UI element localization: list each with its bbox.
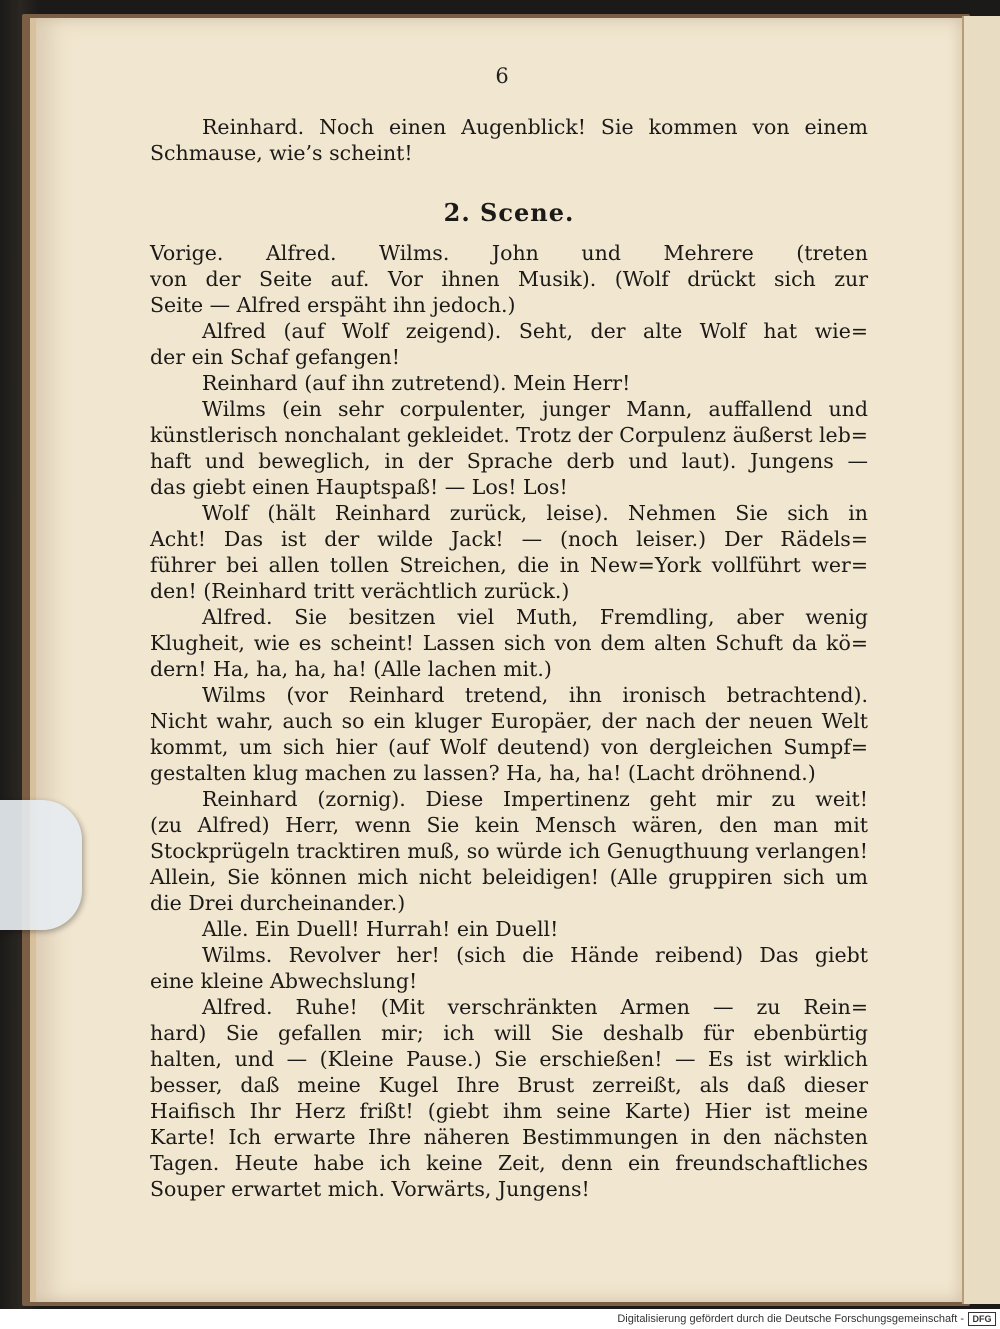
text-line: Seite — Alfred erspäht ihn jedoch.): [150, 293, 516, 317]
text-line: Alle. Ein Duell! Hurrah! ein Duell!: [202, 917, 559, 941]
text-line: führer bei allen tollen Streichen, die in New=York vollführt wer=: [150, 553, 868, 577]
dfg-logo: DFG: [968, 1312, 996, 1326]
text-line: Tagen. Heute habe ich keine Zeit, denn ein freundschaftliches: [150, 1151, 868, 1175]
text-line: halten, und — (Kleine Pause.) Sie erschießen! — Es ist wirklich: [150, 1047, 868, 1071]
text-line: Acht! Das ist der wilde Jack! — (noch leiser.) Der Rädels=: [150, 527, 868, 551]
text-line: Klugheit, wie es scheint! Lassen sich von dem alten Schuft da kö=: [150, 631, 868, 655]
page-text: [150, 114, 868, 1202]
text-before-heading: [150, 114, 868, 166]
text-line: Alfred. Sie besitzen viel Muth, Fremdling, aber wenig: [202, 605, 868, 629]
footer-text: Digitalisierung gefördert durch die Deutsche Forschungsgemeinschaft -: [617, 1313, 964, 1325]
text-line: Wolf (hält Reinhard zurück, leise). Nehmen Sie sich in: [202, 501, 868, 525]
text-line: Schmause, wie’s scheint!: [150, 141, 413, 165]
text-line: Stockprügeln tracktiren muß, so würde ich Genugthuung verlangen!: [150, 839, 868, 863]
text-line: gestalten klug machen zu lassen? Ha, ha, ha! (Lacht dröhnend.): [150, 761, 816, 785]
text-line: von der Seite auf. Vor ihnen Musik). (Wolf drückt sich zur: [150, 267, 868, 291]
text-after-heading: [150, 240, 868, 1202]
text-line: Reinhard (auf ihn zutretend). Mein Herr!: [202, 371, 631, 395]
text-line: Alfred (auf Wolf zeigend). Seht, der alte Wolf hat wie=: [202, 319, 868, 343]
text-line: Souper erwartet mich. Vorwärts, Jungens!: [150, 1177, 590, 1201]
text-line: eine kleine Abwechslung!: [150, 969, 418, 993]
digitization-footer: [0, 1309, 1000, 1329]
text-line: besser, daß meine Kugel Ihre Brust zerreißt, als daß dieser: [150, 1073, 868, 1097]
scene-heading: 2. Scene.: [443, 198, 575, 227]
text-line: hard) Sie gefallen mir; ich will Sie deshalb für ebenbürtig: [150, 1021, 868, 1045]
adjacent-page-edge: [962, 16, 1000, 1304]
text-line: Wilms. Revolver her! (sich die Hände reibend) Das giebt: [202, 943, 868, 967]
book-page: [30, 18, 962, 1302]
text-line: Reinhard. Noch einen Augenblick! Sie kommen von einem: [202, 115, 868, 139]
text-line: dern! Ha, ha, ha, ha! (Alle lachen mit.): [150, 657, 552, 681]
text-line: Alfred. Ruhe! (Mit verschränkten Armen — zu Rein=: [202, 995, 868, 1019]
text-line: Nicht wahr, auch so ein kluger Europäer, der nach der neuen Welt: [150, 709, 868, 733]
text-line: künstlerisch nonchalant gekleidet. Trotz der Corpulenz äußerst leb=: [150, 423, 868, 447]
page-number: 6: [495, 64, 509, 88]
text-line: Vorige. Alfred. Wilms. John und Mehrere (treten: [150, 241, 868, 265]
text-line: der ein Schaf gefangen!: [150, 345, 400, 369]
text-line: Wilms (vor Reinhard tretend, ihn ironisch betrachtend).: [202, 683, 868, 707]
text-line: kommt, um sich hier (auf Wolf deutend) von dergleichen Sumpf=: [150, 735, 868, 759]
text-line: Wilms (ein sehr corpulenter, junger Mann, auffallend und: [202, 397, 868, 421]
text-line: Karte! Ich erwarte Ihre näheren Bestimmungen in den nächsten: [150, 1125, 868, 1149]
text-line: den! (Reinhard tritt verächtlich zurück.): [150, 579, 570, 603]
text-line: Haifisch Ihr Herz frißt! (giebt ihm seine Karte) Hier ist meine: [150, 1099, 868, 1123]
text-line: das giebt einen Hauptspaß! — Los! Los!: [150, 475, 568, 499]
text-line: Reinhard (zornig). Diese Impertinenz geht mir zu weit!: [202, 787, 868, 811]
text-line: Allein, Sie können mich nicht beleidigen! (Alle gruppiren sich um: [150, 865, 868, 889]
text-line: (zu Alfred) Herr, wenn Sie kein Mensch wären, den man mit: [150, 813, 868, 837]
page-clip: [0, 800, 82, 930]
text-line: die Drei durcheinander.): [150, 891, 406, 915]
text-line: haft und beweglich, in der Sprache derb und laut). Jungens —: [150, 449, 868, 473]
